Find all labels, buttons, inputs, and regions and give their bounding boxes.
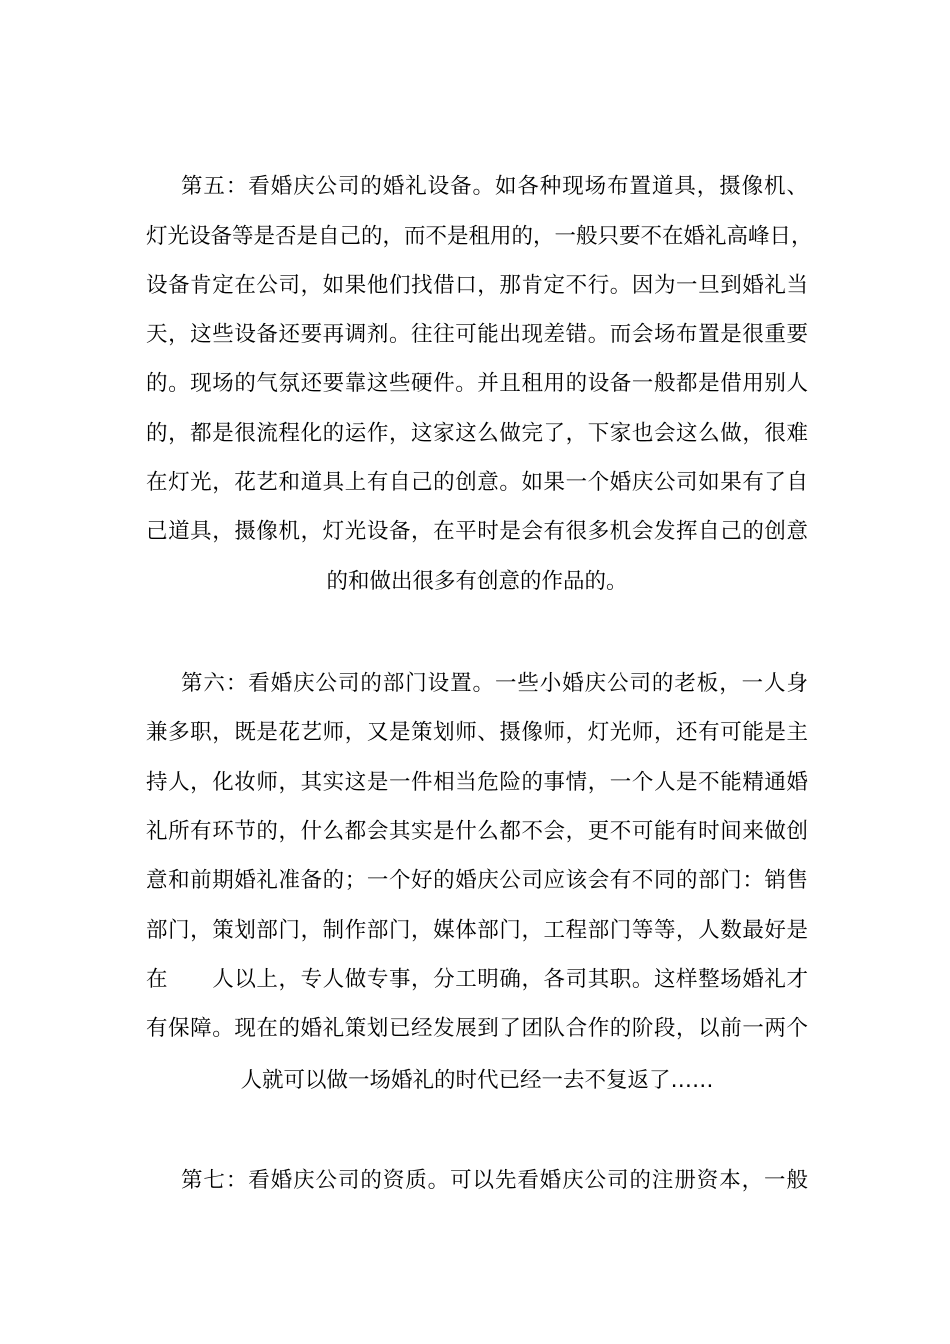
text-line: 有保障。现在的婚礼策划已经发展到了团队合作的阶段，以前一两个 xyxy=(146,1016,808,1041)
text-line: 礼所有环节的，什么都会其实是什么都不会，更不可能有时间来做创 xyxy=(146,819,808,844)
text-line: 第六：看婚庆公司的部门设置。一些小婚庆公司的老板，一人身 xyxy=(181,671,808,696)
text-line: 第七：看婚庆公司的资质。可以先看婚庆公司的注册资本，一般 xyxy=(181,1168,808,1193)
text-line: 部门，策划部门，制作部门，媒体部门，工程部门等等，人数最好是 xyxy=(146,918,808,943)
text-line: 持人，化妆师，其实这是一件相当危险的事情，一个人是不能精通婚 xyxy=(146,770,808,795)
text-line: 在灯光，花艺和道具上有自己的创意。如果一个婚庆公司如果有了自 xyxy=(146,470,808,495)
text-line-last: 的和做出很多有创意的作品的。 xyxy=(326,569,628,594)
text-line: 的。现场的气氛还要靠这些硬件。并且租用的设备一般都是借用别人 xyxy=(146,371,808,396)
text-line-last: 人就可以做一场婚礼的时代已经一去不复返了…… xyxy=(240,1068,714,1093)
text-line: 意和前期婚礼准备的；一个好的婚庆公司应该会有不同的部门：销售 xyxy=(146,868,808,893)
text-line: 设备肯定在公司，如果他们找借口，那肯定不行。因为一旦到婚礼当 xyxy=(146,273,808,298)
text-line: 第五：看婚庆公司的婚礼设备。如各种现场布置道具，摄像机、 xyxy=(181,174,808,199)
text-line: 灯光设备等是否是自己的，而不是租用的，一般只要不在婚礼高峰日， xyxy=(146,224,813,249)
text-line: 在 人以上，专人做专事，分工明确，各司其职。这样整场婚礼才 xyxy=(146,967,808,992)
text-line: 己道具，摄像机，灯光设备，在平时是会有很多机会发挥自己的创意 xyxy=(146,519,808,544)
text-line: 的，都是很流程化的运作，这家这么做完了，下家也会这么做，很难 xyxy=(146,421,808,446)
text-line: 兼多职，既是花艺师，又是策划师、摄像师，灯光师，还有可能是主 xyxy=(146,720,808,745)
text-line: 天，这些设备还要再调剂。往往可能出现差错。而会场布置是很重要 xyxy=(146,322,808,347)
